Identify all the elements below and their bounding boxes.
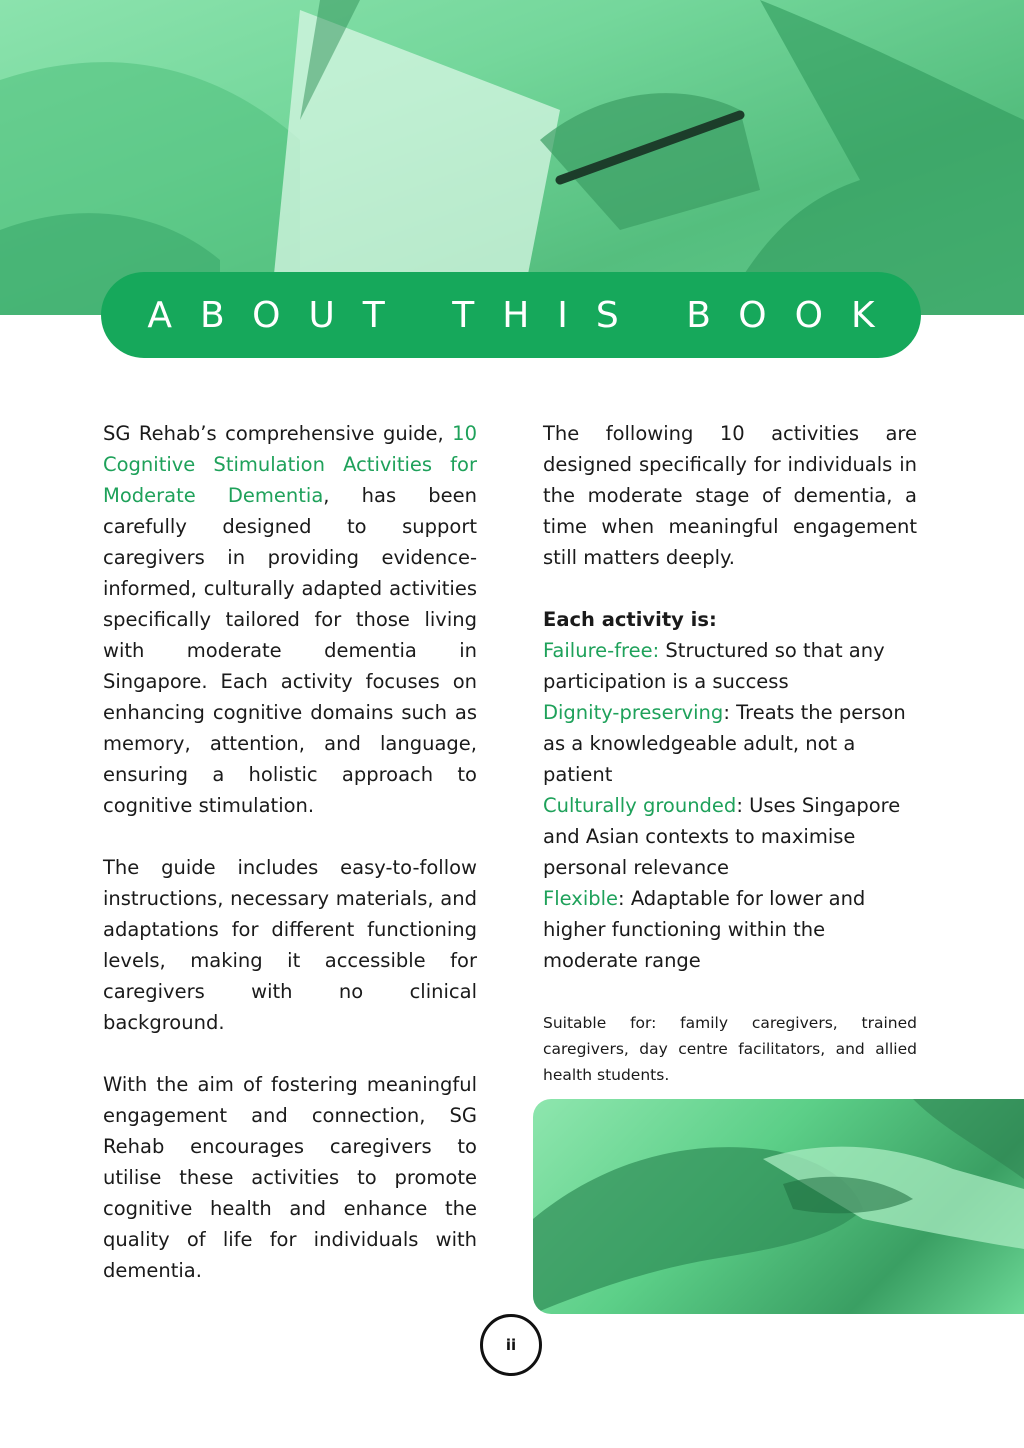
left-column — [103, 418, 477, 1286]
header-photo — [0, 0, 1024, 315]
list-item-desc: Structured so that any participation is a success — [543, 639, 885, 693]
aim-paragraph: With the aim of fostering meaningful engagement and connection, SG Rehab encourages caregivers to utilise these activities to promote cognitive health and enhance the quality of life for individuals with dementia. — [103, 1073, 477, 1282]
page-title: ABOUT THIS BOOK — [147, 294, 903, 336]
list-heading: Each activity is: — [543, 608, 717, 631]
list-item-culturally-grounded — [543, 790, 917, 883]
list-item-term: Dignity-preserving — [543, 701, 724, 724]
list-item-desc: : Treats the person as a knowledgeable adult, not a patient — [543, 701, 906, 786]
guide-title-highlight: 10 Cognitive Stimulation Activities for Moderate Dementia — [103, 422, 477, 507]
list-item-flexible — [543, 883, 917, 976]
intro-paragraph — [103, 418, 477, 821]
list-item-term: Flexible — [543, 887, 619, 910]
intro-prefix: SG Rehab’s comprehensive guide, — [103, 422, 453, 445]
list-item-term: Failure-free: — [543, 639, 660, 662]
list-item-dignity-preserving — [543, 697, 917, 790]
hands-photo-illustration — [533, 1099, 1024, 1314]
list-item-failure-free — [543, 635, 917, 697]
list-item-term: Culturally grounded — [543, 794, 737, 817]
header-photo-illustration — [0, 0, 1024, 315]
list-item-desc: : Adaptable for lower and higher functioning within the moderate range — [543, 887, 866, 972]
right-column — [543, 418, 917, 1088]
page-number: ii — [480, 1314, 542, 1376]
intro-rest: , has been carefully designed to support caregivers in providing evidence-informed, culturally adapted activities specifically tailored for those living with moderate dementia in Singapore. Each activity focuses on enhancing cognitive domains such as memory, attention, and language, ensuring a holistic approach to cognitive stimulation. — [103, 484, 477, 817]
title-banner — [101, 272, 921, 358]
suitable-for-note: Suitable for: family caregivers, trained caregivers, day centre facilitators, and allied health students. — [543, 1014, 917, 1084]
list-item-desc: : Uses Singapore and Asian contexts to maximise personal relevance — [543, 794, 901, 879]
activities-intro: The following 10 activities are designed specifically for individuals in the moderate stage of dementia, a time when meaningful engagement still matters deeply. — [543, 422, 917, 569]
hands-photo — [533, 1099, 1024, 1314]
guide-paragraph: The guide includes easy-to-follow instructions, necessary materials, and adaptations for different functioning levels, making it accessible for caregivers with no clinical background. — [103, 856, 477, 1034]
